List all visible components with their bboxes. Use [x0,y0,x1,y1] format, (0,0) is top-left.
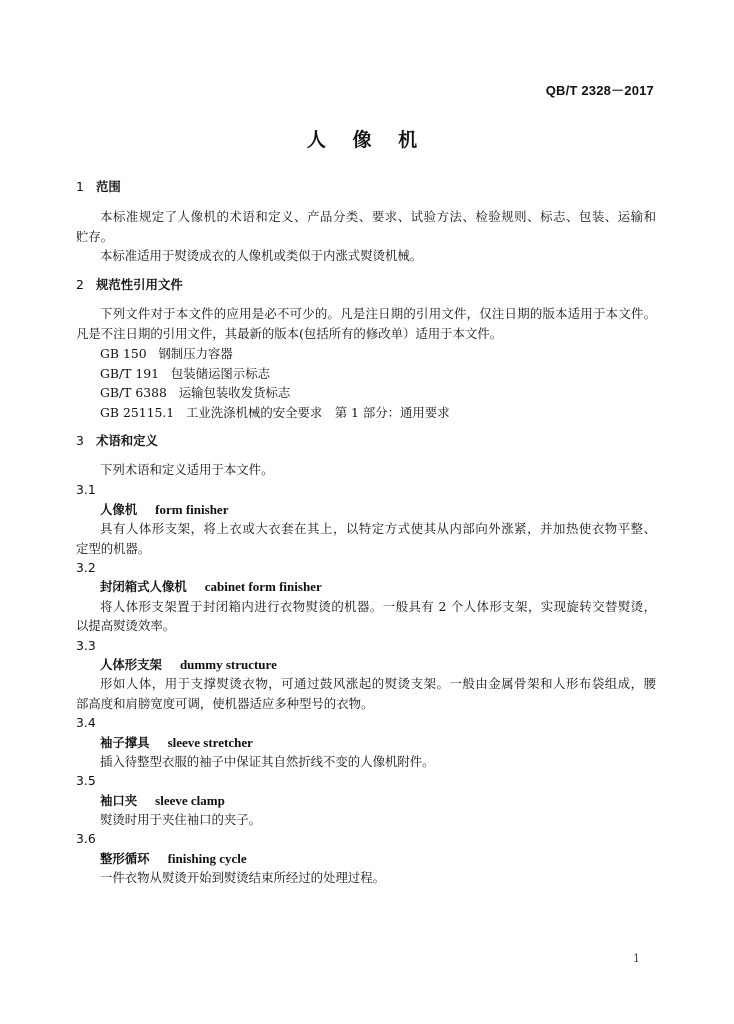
paragraph-line: 下列文件对于本文件的应用是必不可少的。凡是注日期的引用文件，仅注日期的版本适用于本文件。 [100,306,656,321]
page-number: 1 [633,952,640,965]
reference-title: 钢制压力容器 [158,346,233,361]
term-number: 3.4 [76,715,96,730]
term-zh: 封闭箱式人像机 [100,579,187,594]
section-1-heading [76,178,121,196]
term-zh: 袖口夹 [100,793,138,808]
paragraph-line: 凡是不注日期的引用文件，其最新的版本(包括所有的修改单）适用于本文件。 [76,326,503,341]
reference-code: GB 25115.1 [100,405,175,420]
term-en: finishing cycle [167,851,247,866]
section-title: 范围 [96,179,121,194]
term-definition: 将人体形支架置于封闭箱内进行衣物熨烫的机器。一般具有 2 个人体形支架，实现旋转交替熨烫， [100,599,656,614]
term-heading [100,656,277,674]
section-3-heading [76,432,158,450]
term-heading [100,501,228,519]
reference-title: 工业洗涤机械的安全要求 第 1 部分：通用要求 [186,405,450,420]
term-number: 3.1 [76,482,96,497]
section-number: 2 [76,277,84,292]
document-title: 人 像 机 [306,129,428,151]
term-heading [100,850,247,868]
term-definition: 熨烫时用于夹住袖口的夹子。 [100,812,262,827]
term-zh: 整形循环 [100,851,150,866]
section-2-heading [76,276,183,294]
reference-code: GB 150 [100,346,147,361]
term-heading [100,578,322,596]
standard-code: QB/T 2328－2017 [545,83,654,98]
term-definition: 定型的机器。 [76,541,151,556]
term-number: 3.3 [76,638,96,653]
reference-title: 包装储运图示标志 [170,366,270,381]
term-zh: 袖子撑具 [100,735,150,750]
term-definition: 以提高熨烫效率。 [76,618,176,633]
term-en: sleeve stretcher [167,735,253,750]
term-en: form finisher [155,502,229,517]
paragraph-line: 贮存。 [76,229,114,244]
paragraph-line: 本标准规定了人像机的术语和定义、产品分类、要求、试验方法、检验规则、标志、包装、运输和 [100,209,656,224]
reference-item [100,365,270,383]
term-number: 3.6 [76,831,96,846]
paragraph-line: 下列术语和定义适用于本文件。 [100,462,274,477]
reference-item [100,404,450,422]
reference-code: GB/T 191 [100,366,160,381]
term-heading [100,734,253,752]
term-zh: 人体形支架 [100,657,162,672]
section-title: 术语和定义 [96,433,158,448]
term-definition: 具有人体形支架，将上衣或大衣套在其上，以特定方式使其从内部向外涨紧，并加热使衣物平整、 [100,521,656,536]
term-en: cabinet form finisher [204,579,322,594]
term-heading [100,792,225,810]
term-number: 3.5 [76,773,96,788]
term-definition: 插入待整型衣服的袖子中保证其自然折线不变的人像机附件。 [100,754,435,769]
section-title: 规范性引用文件 [96,277,183,292]
paragraph-line: 本标准适用于熨烫成衣的人像机或类似于内涨式熨烫机械。 [100,248,423,263]
section-number: 3 [76,433,84,448]
reference-item [100,384,290,402]
term-en: sleeve clamp [155,793,225,808]
term-number: 3.2 [76,560,96,575]
reference-title: 运输包装收发货标志 [178,385,291,400]
term-definition: 一件衣物从熨烫开始到熨烫结束所经过的处理过程。 [100,870,385,885]
term-en: dummy structure [179,657,277,672]
term-definition: 形如人体，用于支撑熨烫衣物，可通过鼓风涨起的熨烫支架。一般由金属骨架和人形布袋组成，腰 [100,676,656,691]
term-definition: 部高度和肩膀宽度可调，使机器适应多种型号的衣物。 [76,696,374,711]
reference-item [100,345,233,363]
reference-code: GB/T 6388 [100,385,167,400]
term-zh: 人像机 [100,502,138,517]
section-number: 1 [76,179,84,194]
